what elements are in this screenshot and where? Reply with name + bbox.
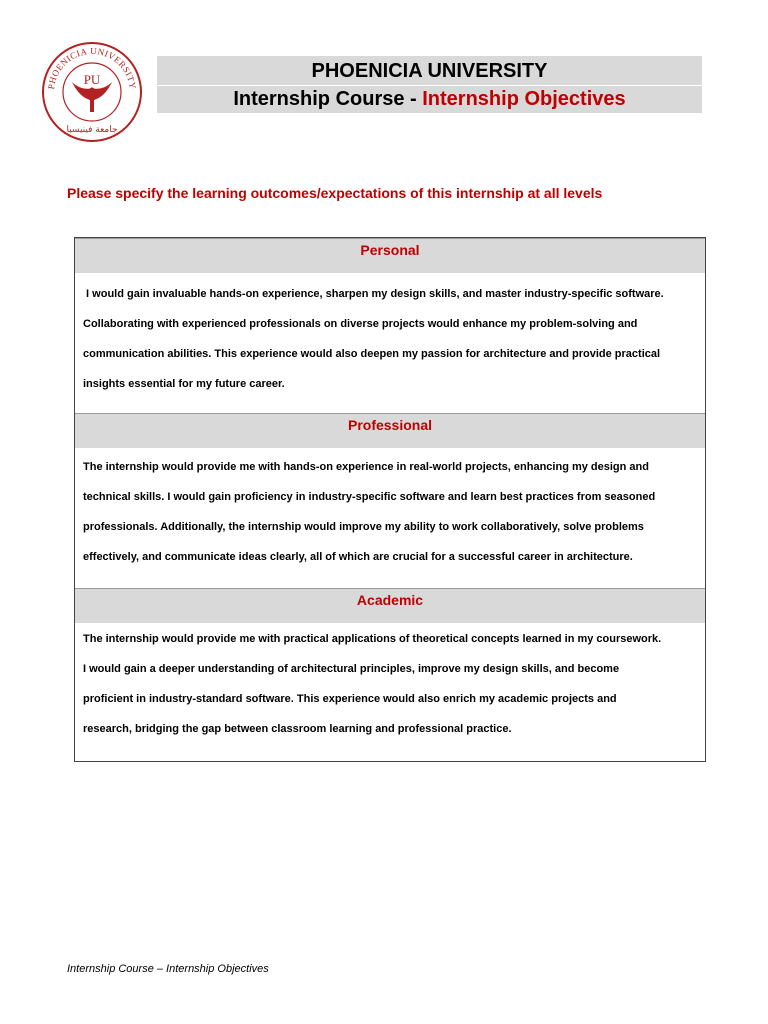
text-line: technical skills. I would gain proficiency in industry-specific software and learn best practices from seasoned: [83, 491, 656, 503]
text-line: professionals. Additionally, the internship would improve my ability to work collaboratively, solve problems: [83, 521, 644, 533]
text-line: The internship would provide me with practical applications of theoretical concepts learned in my coursework.: [83, 633, 662, 645]
university-logo: [40, 40, 144, 144]
instruction-text: Please specify the learning outcomes/expectations of this internship at all levels: [67, 185, 603, 201]
objectives-table: [74, 237, 706, 762]
section-header-personal: Personal: [75, 238, 705, 273]
logo-ring-text: PHOENICIA UNIVERSITY: [46, 45, 138, 90]
header-divider: [157, 85, 702, 86]
text-line: The internship would provide me with hands-on experience in real-world projects, enhancing my design and: [83, 461, 649, 473]
section-body-professional: [83, 452, 697, 572]
course-heading: [157, 87, 702, 111]
logo-arabic-text: جامعة فينيسيا: [66, 125, 118, 135]
text-line: I would gain invaluable hands-on experience, sharpen my design skills, and master industry-specific software.: [83, 288, 664, 300]
text-line: Collaborating with experienced professionals on diverse projects would enhance my problem-solving and: [83, 318, 638, 330]
text-line: proficient in industry-standard software. This experience would also enrich my academic projects and: [83, 693, 617, 705]
course-prefix: Internship Course -: [233, 88, 423, 110]
text-line: research, bridging the gap between classroom learning and professional practice.: [83, 723, 512, 735]
course-title: Internship Objectives: [422, 88, 626, 110]
text-line: insights essential for my future career.: [83, 378, 285, 390]
text-line: effectively, and communicate ideas clearly, all of which are crucial for a successful career in architecture.: [83, 551, 633, 563]
section-header-academic: Academic: [75, 588, 705, 623]
document-header: [157, 56, 702, 113]
page-footer: Internship Course – Internship Objectives: [67, 963, 269, 975]
text-line: communication abilities. This experience would also deepen my passion for architecture and provide practical: [83, 348, 661, 360]
university-name: PHOENICIA UNIVERSITY: [311, 60, 548, 82]
logo-monogram: PU: [83, 72, 101, 87]
section-body-academic: [83, 624, 697, 744]
section-header-professional: Professional: [75, 413, 705, 448]
section-body-personal: [83, 279, 697, 399]
text-line: I would gain a deeper understanding of architectural principles, improve my design skills, and become: [83, 663, 620, 675]
